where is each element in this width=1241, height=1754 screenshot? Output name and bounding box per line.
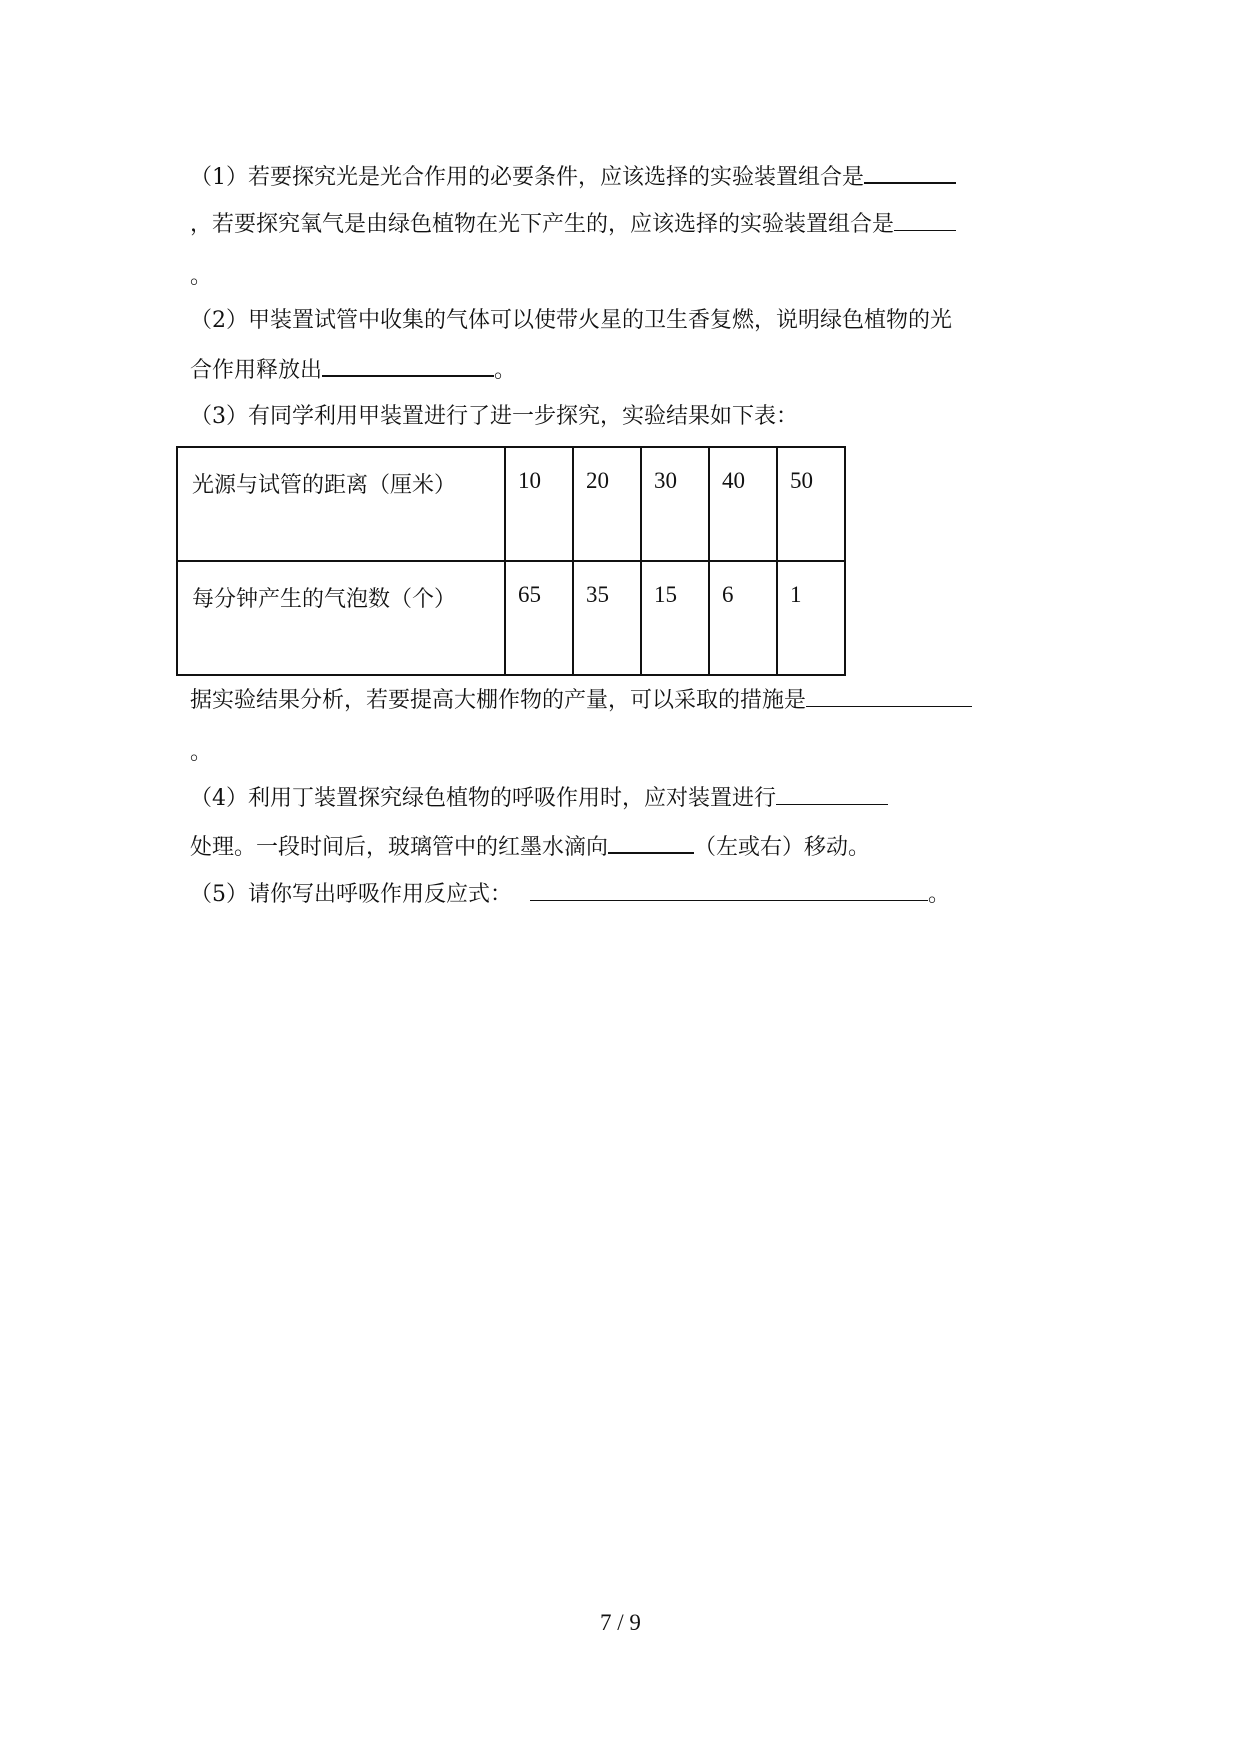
table-cell: 1 — [777, 561, 845, 675]
q2-end-mark: 。 — [494, 358, 517, 383]
table-cell: 35 — [573, 561, 641, 675]
q3-analysis-line — [190, 686, 972, 716]
table-cell: 15 — [641, 561, 709, 675]
q1-text-a: （1）若要探究光是光合作用的必要条件，应该选择的实验装置组合是 — [190, 165, 864, 190]
q4-text-line2b: （左或右）移动。 — [694, 835, 871, 860]
row-header-bubbles: 每分钟产生的气泡数（个） — [177, 561, 505, 675]
q2-line2 — [190, 355, 516, 386]
q4-line2 — [190, 832, 870, 863]
q3-analysis-text: 据实验结果分析，若要提高大棚作物的产量，可以采取的措施是 — [190, 688, 807, 713]
table-cell: 65 — [505, 561, 573, 675]
q1-answer-blank-a[interactable] — [864, 162, 956, 184]
q3-end-mark: 。 — [190, 740, 213, 765]
q1-end-mark: 。 — [190, 264, 213, 289]
q4-answer-blank-a[interactable] — [776, 784, 888, 805]
q3-answer-blank[interactable] — [806, 686, 972, 707]
q3-end-line — [190, 738, 212, 768]
q5-text: （5）请你写出呼吸作用反应式： — [190, 882, 512, 907]
table-cell: 6 — [709, 561, 777, 675]
q2-text-line2: 合作用释放出 — [190, 358, 323, 383]
row-header-distance: 光源与试管的距离（厘米） — [177, 447, 505, 561]
page-number: 7 / 9 — [600, 1610, 641, 1635]
q1-line3 — [190, 262, 212, 292]
q3-intro-text: （3）有同学利用甲装置进行了进一步探究，实验结果如下表： — [190, 404, 798, 429]
table-cell: 50 — [777, 447, 845, 561]
q1-text-b: ，若要探究氧气是由绿色植物在光下产生的，应该选择的实验装置组合是 — [190, 212, 895, 237]
q4-text-line2a: 处理。一段时间后，玻璃管中的红墨水滴向 — [190, 835, 609, 860]
q2-answer-blank[interactable] — [322, 355, 494, 377]
table-row — [177, 447, 845, 561]
table-row — [177, 561, 845, 675]
q4-line1 — [190, 784, 888, 814]
table-cell: 20 — [573, 447, 641, 561]
q1-line2 — [190, 210, 956, 240]
q3-intro — [190, 402, 798, 432]
q2-line1 — [190, 306, 952, 336]
q5-answer-blank[interactable] — [530, 880, 928, 901]
q5-end-mark: 。 — [928, 882, 951, 907]
q1-answer-blank-b[interactable] — [894, 210, 956, 231]
q1-line1 — [190, 162, 956, 193]
table-cell: 10 — [505, 447, 573, 561]
q5-line — [190, 880, 950, 910]
results-table — [176, 446, 846, 676]
table-cell: 30 — [641, 447, 709, 561]
q4-text-line1: （4）利用丁装置探究绿色植物的呼吸作用时，应对装置进行 — [190, 786, 776, 811]
table-cell: 40 — [709, 447, 777, 561]
q2-text-line1: （2）甲装置试管中收集的气体可以使带火星的卫生香复燃，说明绿色植物的光 — [190, 308, 952, 333]
q4-answer-blank-b[interactable] — [608, 832, 694, 854]
